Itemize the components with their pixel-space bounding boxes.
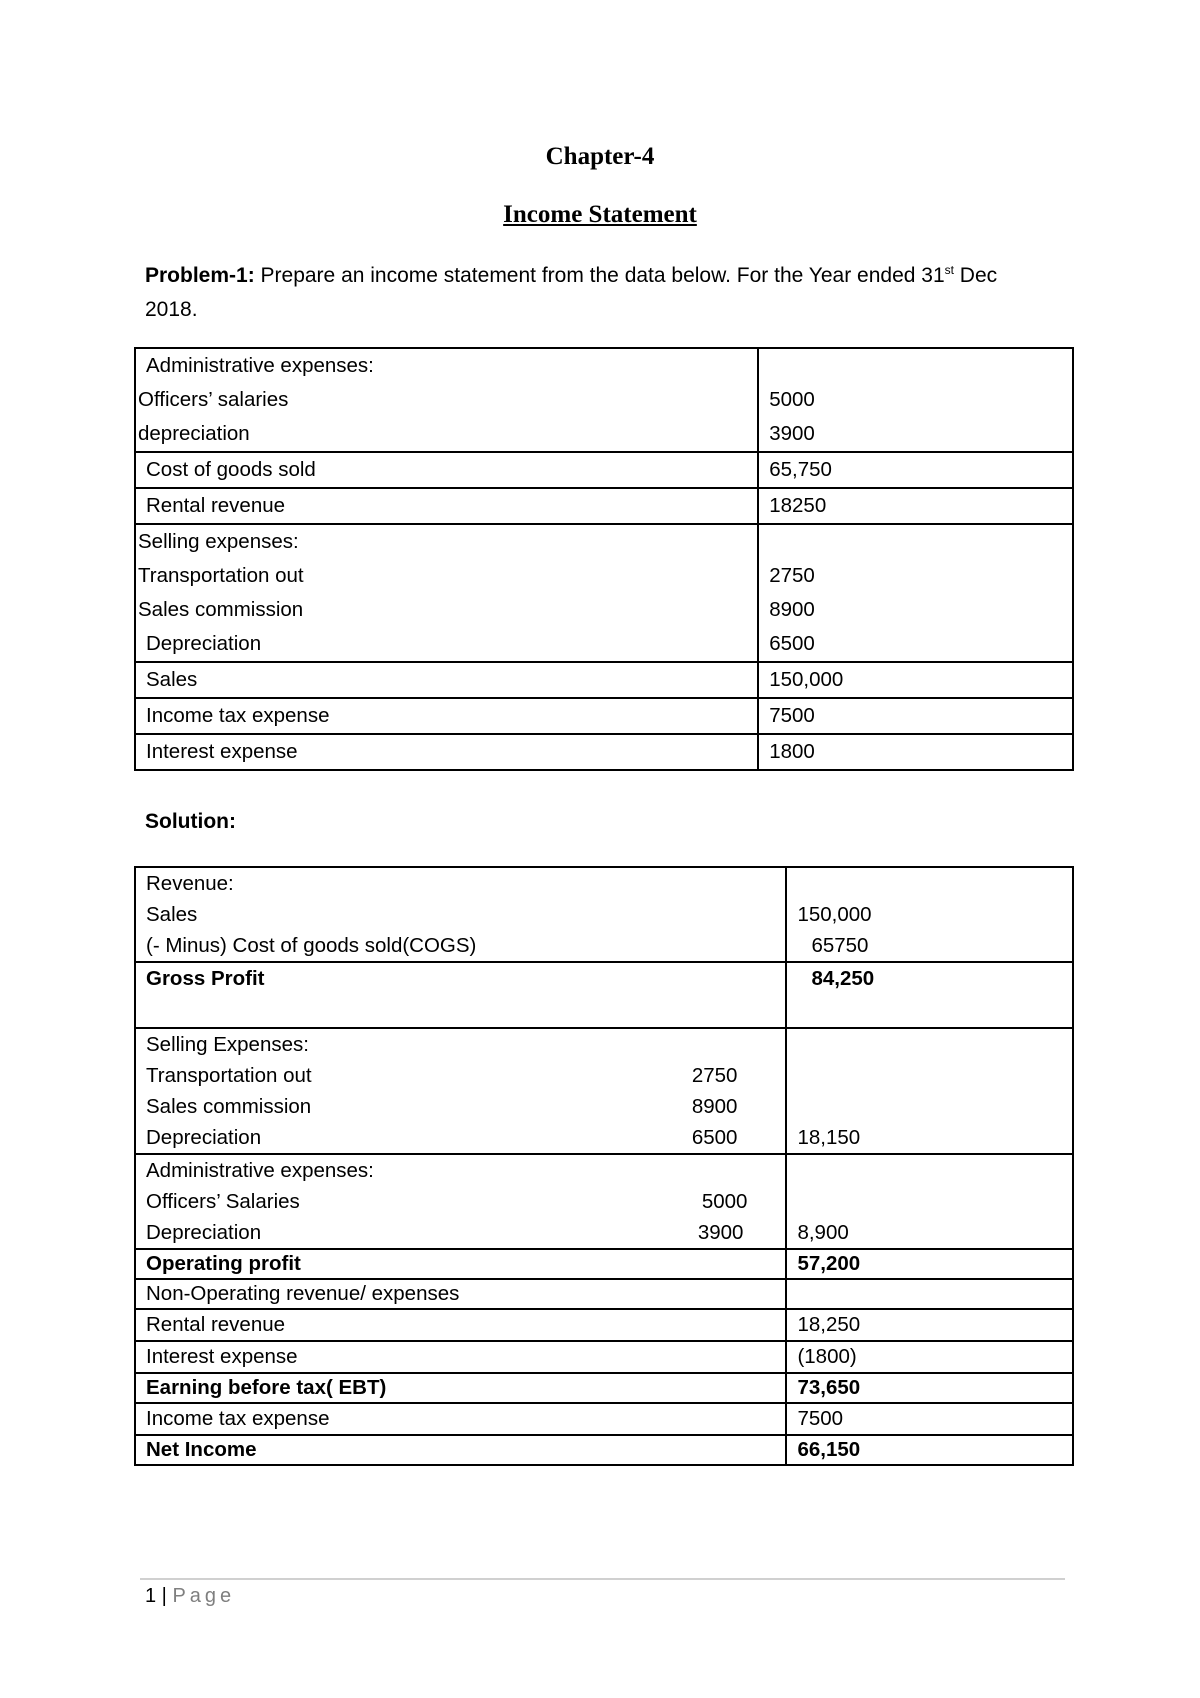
commission-label: Sales commission (138, 598, 304, 621)
commission-value: 8900 (769, 598, 815, 621)
table-row (135, 1154, 1073, 1249)
table-cell (135, 348, 758, 452)
sol-admin-heading: Administrative expenses: (146, 1159, 374, 1182)
selling-total: 18,150 (797, 1126, 861, 1149)
officers-salaries-value: 5000 (769, 388, 815, 411)
table-cell (758, 348, 1073, 452)
table-row (135, 1279, 1073, 1309)
page-title: Income Statement (503, 201, 697, 228)
page-footer (145, 1585, 235, 1608)
officers-salaries-label: Officers’ salaries (138, 388, 289, 411)
problem-text-line2: 2018. (145, 298, 198, 321)
selling-depreciation-label: Depreciation (146, 632, 262, 655)
table-row (135, 867, 1073, 962)
transport-label: Transportation out (138, 564, 304, 587)
admin-heading: Administrative expenses: (146, 354, 374, 377)
table-row (135, 1028, 1073, 1154)
sol-selling-heading: Selling Expenses: (146, 1033, 309, 1056)
table-row (135, 348, 1073, 452)
nonop-heading: Non-Operating revenue/ expenses (146, 1282, 460, 1305)
depreciation-label: depreciation (138, 422, 250, 445)
gross-profit-value: 84,250 (811, 967, 875, 990)
revenue-heading: Revenue: (146, 872, 234, 895)
problem-sup: st (944, 263, 954, 277)
problem-label: Problem-1: (145, 264, 255, 287)
operating-profit-value: 57,200 (797, 1252, 861, 1275)
page-word: Page (172, 1585, 236, 1607)
ebt-value: 73,650 (797, 1376, 861, 1399)
table-row (135, 698, 1073, 734)
ebt-label: Earning before tax( EBT) (146, 1376, 387, 1399)
table-row (135, 1249, 1073, 1279)
table-row (135, 1341, 1073, 1373)
sol-tax-value: 7500 (797, 1407, 844, 1430)
sol-sales-value: 150,000 (797, 903, 872, 926)
sol-selling-dep-value: 6500 (691, 1126, 738, 1149)
data-table (134, 347, 1074, 771)
solution-heading: Solution: (145, 810, 236, 833)
problem-text: Prepare an income statement from the data below. For the Year ended 31 (254, 264, 945, 287)
net-income-value: 66,150 (797, 1438, 861, 1461)
chapter-title: Chapter-4 (545, 143, 655, 170)
sol-cogs-label: (- Minus) Cost of goods sold(COGS) (146, 934, 477, 957)
table-row (135, 1435, 1073, 1465)
sol-admin-dep-label: Depreciation (146, 1221, 262, 1244)
sol-cogs-value: 65750 (811, 934, 869, 957)
sol-officers-value: 5000 (701, 1190, 748, 1213)
tax-value: 7500 (769, 704, 815, 727)
sol-commission-value: 8900 (691, 1095, 738, 1118)
sales-value: 150,000 (769, 668, 844, 691)
transport-value: 2750 (769, 564, 815, 587)
rental-value: 18250 (769, 494, 827, 517)
rental-label: Rental revenue (146, 494, 286, 517)
operating-profit-label: Operating profit (146, 1252, 301, 1275)
net-income-label: Net Income (146, 1438, 257, 1461)
sol-officers-label: Officers’ Salaries (146, 1190, 300, 1213)
page-number: 1 (145, 1585, 157, 1607)
footer-divider (140, 1578, 1065, 1580)
table-row (135, 662, 1073, 698)
admin-total: 8,900 (797, 1221, 849, 1244)
tax-label: Income tax expense (146, 704, 330, 727)
selling-depreciation-value: 6500 (769, 632, 815, 655)
problem-statement (145, 259, 1065, 327)
table-row (135, 1403, 1073, 1435)
interest-value: 1800 (769, 740, 815, 763)
sol-transport-label: Transportation out (146, 1064, 312, 1087)
table-row (135, 962, 1073, 1028)
table-row (135, 1309, 1073, 1341)
interest-label: Interest expense (146, 740, 298, 763)
sol-selling-dep-label: Depreciation (146, 1126, 262, 1149)
selling-heading: Selling expenses: (138, 530, 299, 553)
depreciation-value: 3900 (769, 422, 815, 445)
sol-tax-label: Income tax expense (146, 1407, 330, 1430)
sales-label: Sales (146, 668, 198, 691)
sol-transport-value: 2750 (691, 1064, 738, 1087)
cogs-value: 65,750 (769, 458, 832, 481)
solution-table (134, 866, 1074, 1466)
sol-interest-label: Interest expense (146, 1345, 298, 1368)
sol-admin-dep-value: 3900 (697, 1221, 744, 1244)
sol-rental-label: Rental revenue (146, 1313, 286, 1336)
problem-text-after: Dec (953, 264, 998, 287)
table-row (135, 734, 1073, 770)
sol-commission-label: Sales commission (146, 1095, 312, 1118)
table-row (135, 1373, 1073, 1403)
table-row (135, 488, 1073, 524)
sol-rental-value: 18,250 (797, 1313, 861, 1336)
gross-profit-label: Gross Profit (146, 967, 265, 990)
footer-separator: | (156, 1585, 173, 1607)
cogs-label: Cost of goods sold (146, 458, 316, 481)
table-row (135, 524, 1073, 662)
sol-sales-label: Sales (146, 903, 198, 926)
sol-interest-value: (1800) (797, 1345, 857, 1368)
table-row (135, 452, 1073, 488)
